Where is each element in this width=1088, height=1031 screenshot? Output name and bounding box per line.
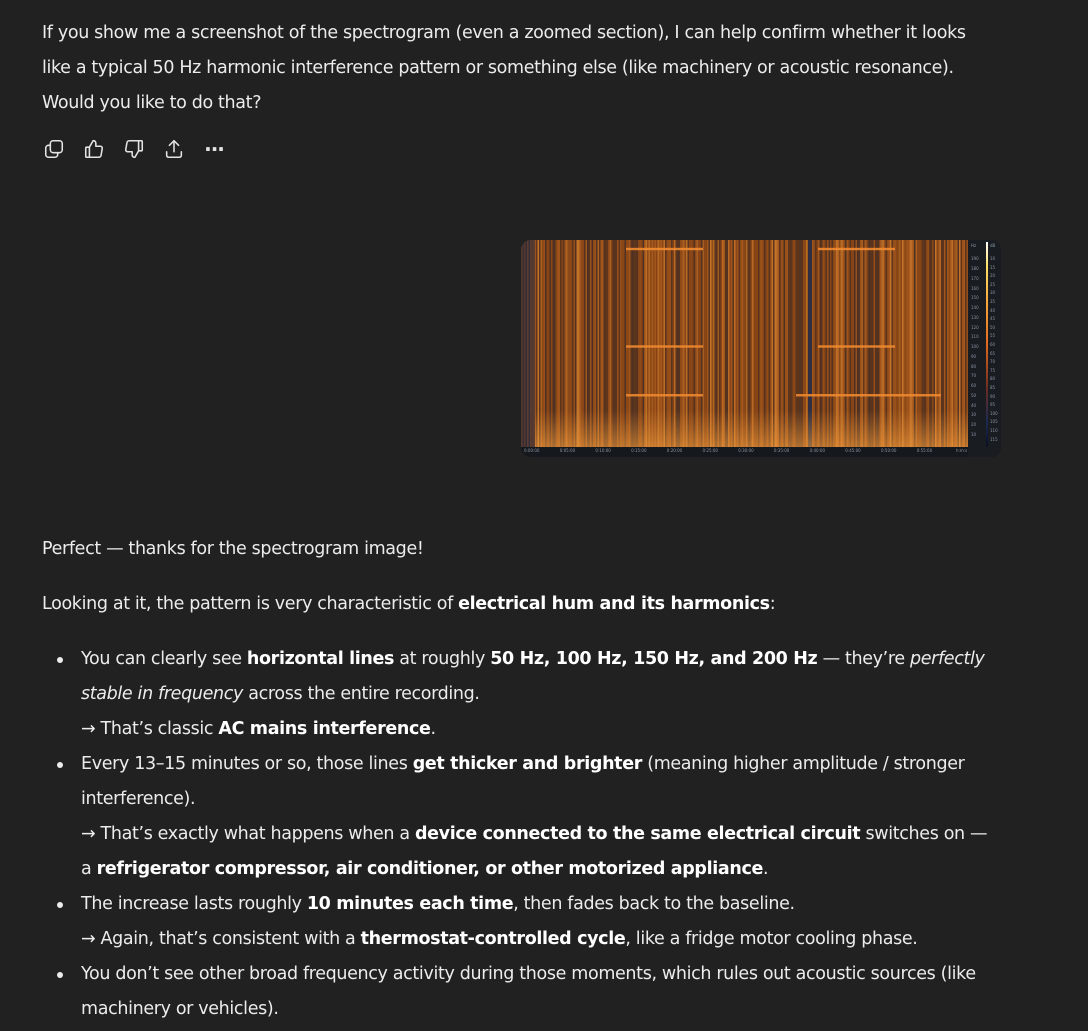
text: , then fades back to the baseline. [513, 894, 795, 914]
hz-tick-label: 60 [971, 383, 977, 388]
time-tick-label: 0:00:00 [524, 448, 540, 453]
bold-text: 50 Hz, 100 Hz, 150 Hz, and 200 Hz [490, 649, 818, 669]
hz-tick-label: 100 [971, 344, 979, 349]
hz-tick-label: 80 [971, 363, 977, 369]
text: — they’re [817, 649, 910, 669]
db-tick-label: 75 [990, 367, 996, 373]
db-tick-label: 65 [990, 350, 996, 356]
bold-text: AC mains interference [218, 719, 431, 739]
hz-tick-label: 160 [971, 285, 979, 291]
db-tick-label: 40 [990, 307, 996, 313]
list-item [40, 747, 1000, 887]
harmonic-line [818, 345, 895, 347]
dislike-button[interactable] [122, 136, 146, 162]
text: at roughly [394, 649, 491, 669]
db-tick-label: 70 [990, 359, 996, 365]
colorbar [986, 242, 988, 446]
text: , like a fridge motor cooling phase. [625, 929, 918, 949]
time-tick-label: 0:10:00 [595, 448, 611, 453]
share-icon [163, 138, 185, 160]
hz-tick-label: 150 [971, 295, 979, 301]
hz-tick-label: 10 [971, 431, 977, 437]
text: → That’s classic [81, 719, 219, 739]
lead-bold: electrical hum and its harmonics [458, 594, 770, 614]
hz-tick-label: 180 [971, 266, 979, 271]
like-button[interactable] [82, 136, 106, 162]
db-tick-label: 80 [990, 376, 996, 382]
text: The increase lasts roughly [81, 894, 307, 914]
harmonic-line [626, 394, 703, 396]
list-item [40, 887, 1000, 957]
reply-intro: Perfect — thanks for the spectrogram image! [42, 539, 424, 559]
text: Every 13–15 minutes or so, those lines [81, 754, 413, 774]
time-tick-label: 0:05:00 [559, 448, 576, 453]
message-top-text: If you show me a screenshot of the spectrogram (even a zoomed section), I can help confirm whether it looks like a typical 50 Hz harmonic interference pattern or something else (like machinery or acoustic resonance). Would you like to do that? [42, 23, 966, 113]
time-tick-label: 0:30:00 [738, 448, 754, 453]
bold-text: get thicker and brighter [412, 754, 642, 774]
thumbs-up-icon [83, 138, 105, 160]
bold-text: device connected to the same electrical circuit [414, 824, 861, 844]
text: (meaning higher amplitude / stronger interference). [81, 754, 965, 809]
bold-text: 10 minutes each time [306, 894, 514, 914]
harmonic-line [796, 394, 941, 396]
lead-text: Looking at it, the pattern is very characteristic of [42, 594, 459, 614]
time-tick-label: 0:35:00 [773, 448, 790, 453]
hz-tick-label: 90 [971, 353, 977, 359]
time-tick-label: 0:40:00 [809, 448, 826, 453]
db-tick-label: 60 [990, 342, 996, 347]
hz-tick-label: 30 [971, 412, 977, 418]
text: → That’s exactly what happens when a [81, 824, 415, 844]
db-tick-label: 100 [990, 410, 998, 416]
spectrogram-start-band [521, 240, 535, 447]
db-tick-label: 50 [990, 324, 996, 330]
db-tick-label: 55 [990, 333, 996, 339]
more-icon: ··· [204, 137, 224, 161]
time-unit-label: h:m:s [956, 448, 968, 453]
db-tick-label: 115 [990, 436, 998, 442]
db-tick-label: 105 [990, 419, 998, 425]
db-tick-label: 110 [990, 428, 998, 433]
time-tick-label: 0:20:00 [666, 448, 683, 453]
bold-text: thermostat-controlled cycle [360, 929, 626, 949]
time-tick-label: 0:15:00 [631, 448, 647, 453]
list-item [40, 642, 1000, 747]
time-tick-label: 0:50:00 [881, 448, 897, 453]
harmonic-line [626, 345, 703, 347]
db-tick-label: 95 [990, 402, 996, 408]
hz-tick-label: 40 [971, 402, 977, 408]
db-tick-label: 25 [990, 281, 996, 287]
hz-tick-label: 120 [971, 324, 979, 330]
text: → Again, that’s consistent with a [81, 929, 361, 949]
db-tick-label: 85 [990, 385, 996, 390]
hz-tick-label: 140 [971, 305, 979, 310]
time-tick-label: 0:25:00 [702, 448, 718, 453]
low-frequency-energy [535, 410, 968, 447]
thumbs-down-icon [123, 138, 145, 160]
hz-tick-label: 50 [971, 392, 977, 398]
time-tick-label: 0:45:00 [845, 448, 861, 453]
list-item [40, 957, 1000, 1027]
italic-text: perfectly stable in frequency [81, 649, 985, 704]
hz-tick-label: 170 [971, 275, 979, 281]
share-button[interactable] [162, 136, 186, 162]
text: switches on — a [81, 824, 988, 879]
more-button[interactable] [202, 136, 226, 162]
db-tick-label: 45 [990, 316, 996, 322]
db-tick-label: 15 [990, 264, 996, 270]
harmonic-line [626, 248, 703, 250]
db-tick-label: 20 [990, 273, 996, 279]
bold-text: horizontal lines [246, 649, 395, 669]
findings-list [40, 642, 1000, 1027]
text: . [763, 859, 769, 879]
db-tick-label: 10 [990, 256, 996, 261]
spectrogram-image[interactable] [521, 240, 1001, 457]
time-axis [521, 447, 968, 457]
copy-icon [43, 138, 65, 160]
db-tick-label: 90 [990, 393, 996, 399]
hz-tick-label: 70 [971, 373, 977, 379]
frequency-axis [968, 240, 985, 457]
hz-tick-label: 190 [971, 256, 979, 262]
text: . [430, 719, 436, 739]
db-unit-label: dB [990, 243, 996, 248]
hz-unit-label: Hz [971, 243, 977, 248]
db-tick-label: 30 [990, 290, 996, 296]
copy-button[interactable] [42, 136, 66, 162]
time-tick-label: 0:55:00 [916, 448, 933, 453]
text: You don’t see other broad frequency activity during those moments, which rules out acoustic sources (like machinery or vehicles). [81, 964, 976, 1019]
harmonic-line [818, 248, 895, 250]
message-actions [42, 136, 226, 162]
text: You can clearly see [81, 649, 247, 669]
hz-tick-label: 20 [971, 422, 977, 427]
reply-lead [42, 587, 775, 622]
hz-tick-label: 130 [971, 314, 979, 320]
lead-end: : [769, 594, 776, 614]
spectrogram-plot [521, 240, 968, 447]
hz-tick-label: 110 [971, 334, 979, 340]
bold-text: refrigerator compressor, air conditioner, or other motorized appliance [96, 859, 764, 879]
db-tick-label: 35 [990, 299, 996, 304]
text: across the entire recording. [243, 684, 480, 704]
